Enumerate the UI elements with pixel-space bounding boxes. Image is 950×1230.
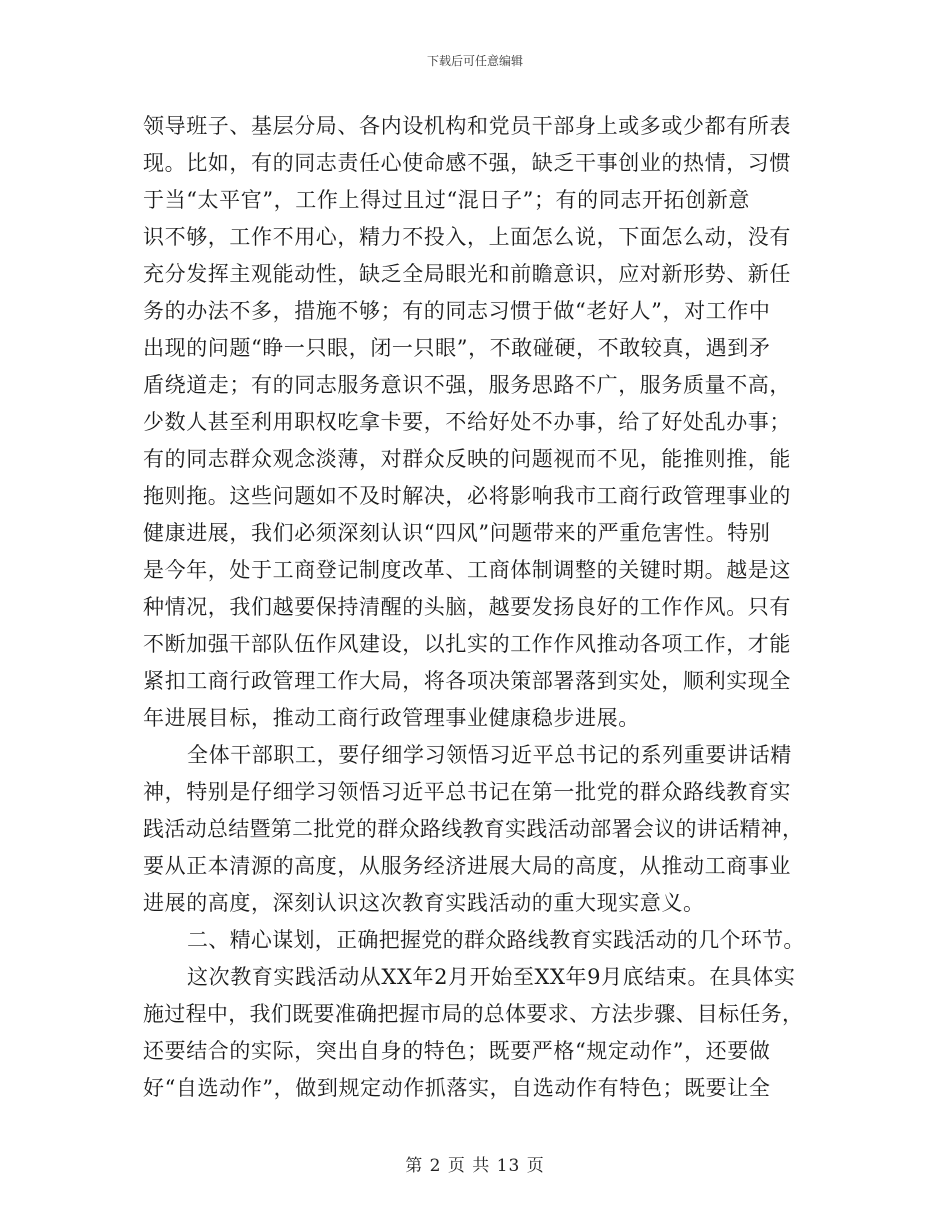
text-line: 盾绕道走；有的同志服务意识不强，服务思路不广，服务质量不高，: [143, 373, 791, 397]
text-line: 出现的问题“睁一只眼，闭一只眼”，不敢碰硬，不敢较真，遇到矛: [143, 336, 771, 360]
text-line: 要从正本清源的高度，从服务经济进展大局的高度，从推动工商事业: [143, 854, 791, 878]
paragraph-3: [143, 959, 808, 1107]
text-line: 务的办法不多，措施不够；有的同志习惯于做“老好人”，对工作中: [143, 299, 771, 323]
paragraph-2: [143, 737, 808, 922]
text-line: 二、精心谋划，正确把握党的群众路线教育实践活动的几个环节。: [187, 928, 805, 952]
page-number-footer: 第 2 页 共 13 页: [405, 1156, 545, 1176]
text-line: 识不够，工作不用心，精力不投入，上面怎么说，下面怎么动，没有: [143, 225, 791, 249]
text-line: 于当“太平官”，工作上得过且过“混日子”；有的同志开拓创新意: [143, 188, 750, 212]
text-line: 种情况，我们越要保持清醒的头脑，越要发扬良好的工作作风。只有: [143, 595, 791, 619]
text-line: 不断加强干部队伍作风建设，以扎实的工作作风推动各项工作，才能: [143, 632, 791, 656]
text-line: 神，特别是仔细学习领悟习近平总书记在第一批党的群众路线教育实: [143, 780, 791, 804]
text-line: 健康进展，我们必须深刻认识“四风”问题带来的严重危害性。特别: [143, 521, 771, 545]
text-line: 现。比如，有的同志责任心使命感不强，缺乏干事创业的热情，习惯: [143, 151, 791, 175]
text-line: 有的同志群众观念淡薄，对群众反映的问题视而不见，能推则推，能: [143, 447, 791, 471]
text-line: 还要结合的实际，突出自身的特色；既要严格“规定动作”，还要做: [143, 1039, 771, 1063]
text-line: 领导班子、基层分局、各内设机构和党员干部身上或多或少都有所表: [143, 114, 791, 138]
text-line: 这次教育实践活动从XX年2月开始至XX年9月底结束。在具体实: [187, 965, 796, 989]
document-body: [143, 108, 808, 1107]
text-line: 充分发挥主观能动性，缺乏全局眼光和前瞻意识，应对新形势、新任: [143, 262, 791, 286]
text-line: 拖则拖。这些问题如不及时解决，必将影响我市工商行政管理事业的: [143, 484, 791, 508]
paragraph-1: [143, 108, 808, 737]
text-line: 是今年，处于工商登记制度改革、工商体制调整的关键时期。越是这: [143, 558, 791, 582]
section-heading-2: [143, 922, 808, 959]
text-line: 践活动总结暨第二批党的群众路线教育实践活动部署会议的讲话精神，: [143, 817, 804, 841]
page-header: 下载后可任意编辑: [426, 54, 523, 68]
text-line: 好“自选动作”，做到规定动作抓落实，自选动作有特色；既要让全: [143, 1076, 771, 1100]
text-line: 少数人甚至利用职权吃拿卡要，不给好处不办事，给了好处乱办事；: [143, 410, 791, 434]
text-line: 紧扣工商行政管理工作大局，将各项决策部署落到实处，顺利实现全: [143, 669, 791, 693]
text-line: 全体干部职工，要仔细学习领悟习近平总书记的系列重要讲话精: [187, 743, 792, 767]
text-line: 年进展目标，推动工商行政管理事业健康稳步进展。: [143, 706, 640, 730]
text-line: 进展的高度，深刻认识这次教育实践活动的重大现实意义。: [143, 891, 705, 915]
text-line: 施过程中，我们既要准确把握市局的总体要求、方法步骤、目标任务，: [143, 1002, 804, 1026]
